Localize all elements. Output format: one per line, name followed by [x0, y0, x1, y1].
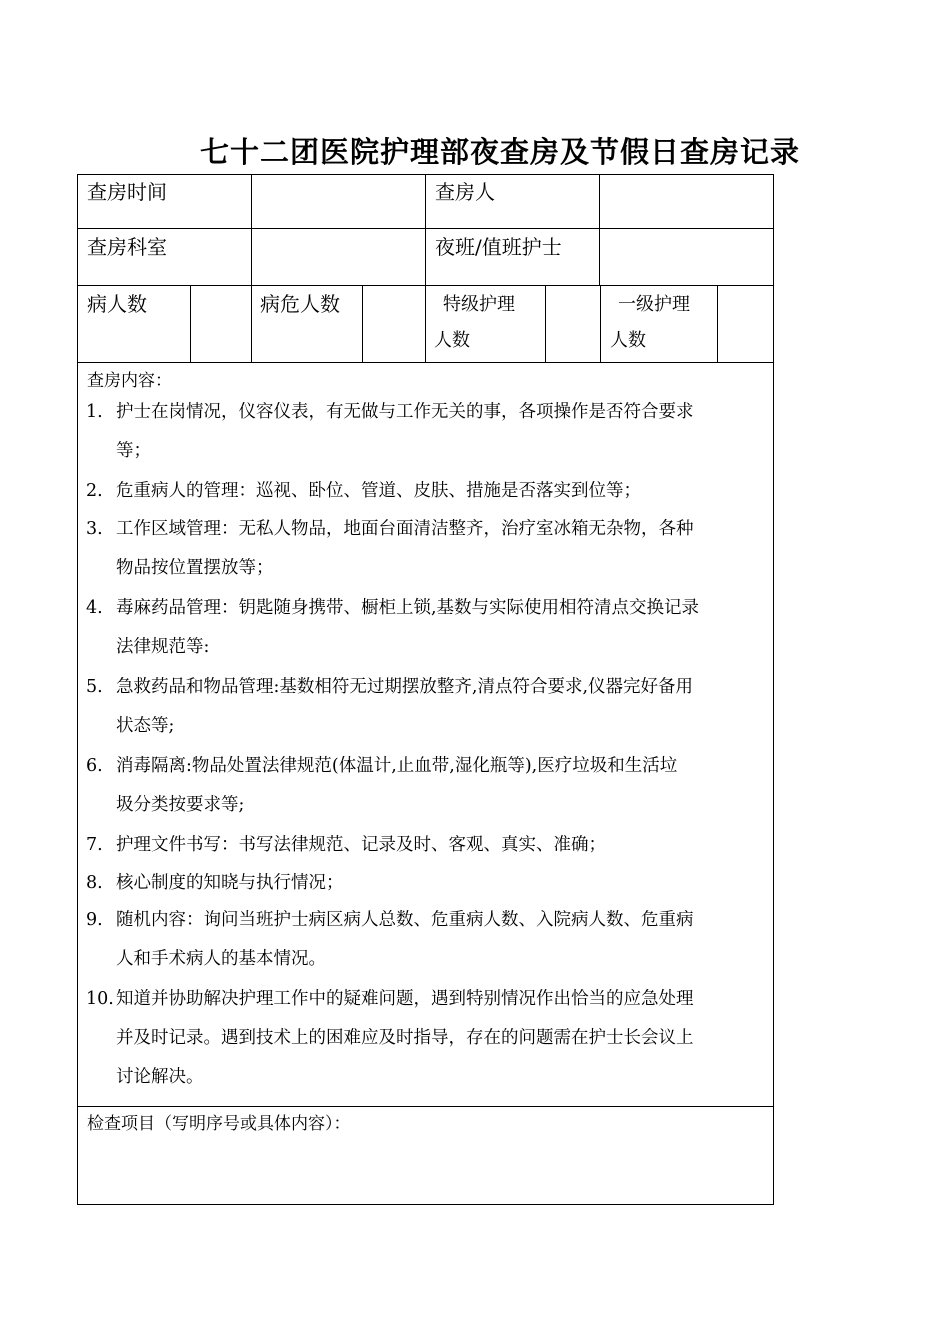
check-items-field[interactable]	[80, 1138, 770, 1200]
item-line: 状态等;	[116, 716, 175, 736]
item-line: 工作区域管理：无私人物品，地面台面清洁整齐，治疗室冰箱无杂物，各种	[116, 519, 694, 539]
content-item-8	[86, 864, 770, 903]
item-line: 护士在岗情况，仪容仪表，有无做与工作无关的事，各项操作是否符合要求	[116, 402, 694, 422]
item-line: 护理文件书写：书写法律规范、记录及时、客观、真实、准确；	[116, 835, 606, 855]
label-critical-count: 病危人数	[260, 292, 340, 316]
label-inspector: 查房人	[435, 180, 495, 204]
col-divider	[362, 285, 363, 362]
content-item-9	[86, 901, 770, 979]
col-divider	[425, 174, 426, 362]
label-special-care-line2: 人数	[434, 330, 470, 351]
row-divider	[77, 362, 774, 363]
check-items-label: 检查项目（写明序号或具体内容）：	[87, 1114, 351, 1134]
item-line: 核心制度的知晓与执行情况；	[116, 873, 344, 893]
item-number: 5.	[86, 677, 103, 697]
item-line: 知道并协助解决护理工作中的疑难问题，遇到特别情况作出恰当的应急处理	[116, 989, 694, 1009]
item-number: 9.	[86, 910, 103, 930]
content-item-2	[86, 472, 770, 511]
col-divider	[599, 174, 600, 285]
content-item-4	[86, 589, 770, 667]
item-number: 10.	[86, 989, 114, 1009]
row-divider	[77, 1106, 774, 1107]
item-line: 急救药品和物品管理:基数相符无过期摆放整齐,清点符合要求,仪器完好备用	[116, 677, 694, 697]
item-number: 4.	[86, 598, 103, 618]
item-line: 毒麻药品管理：钥匙随身携带、橱柜上锁,基数与实际使用相符清点交换记录	[116, 598, 700, 618]
item-line: 讨论解决。	[116, 1067, 204, 1087]
item-line: 圾分类按要求等;	[116, 795, 245, 815]
col-divider	[545, 285, 546, 362]
content-item-5	[86, 668, 770, 746]
item-line: 法律规范等:	[116, 637, 210, 657]
item-number: 1.	[86, 402, 103, 422]
col-divider	[600, 285, 601, 362]
content-item-1	[86, 393, 770, 471]
item-number: 3.	[86, 519, 103, 539]
content-item-3	[86, 510, 770, 588]
item-line: 物品按位置摆放等；	[116, 558, 274, 578]
item-number: 2.	[86, 481, 103, 501]
item-number: 8.	[86, 873, 103, 893]
item-line: 危重病人的管理：巡视、卧位、管道、皮肤、措施是否落实到位等；	[116, 481, 641, 501]
label-first-level-care-line1: 一级护理	[618, 294, 690, 315]
content-item-6	[86, 747, 770, 825]
content-item-10	[86, 980, 770, 1097]
item-line: 消毒隔离:物品处置法律规范(体温计,止血带,湿化瓶等),医疗垃圾和生活垃	[116, 756, 678, 776]
label-night-nurse: 夜班/值班护士	[435, 235, 562, 259]
item-line: 等；	[116, 441, 151, 461]
content-item-7	[86, 826, 770, 865]
label-department: 查房科室	[87, 235, 167, 259]
col-divider	[190, 285, 191, 362]
label-first-level-care-line2: 人数	[610, 330, 646, 351]
item-number: 6.	[86, 756, 103, 776]
item-line: 人和手术病人的基本情况。	[116, 949, 326, 969]
content-heading: 查房内容：	[87, 371, 172, 391]
item-line: 并及时记录。遇到技术上的困难应及时指导，存在的问题需在护士长会议上	[116, 1028, 694, 1048]
item-line: 随机内容：询问当班护士病区病人总数、危重病人数、入院病人数、危重病	[116, 910, 694, 930]
page-title: 七十二团医院护理部夜查房及节假日查房记录	[199, 135, 800, 169]
item-number: 7.	[86, 835, 103, 855]
col-divider	[717, 285, 718, 362]
label-special-care-line1: 特级护理	[443, 294, 515, 315]
col-divider	[251, 174, 252, 362]
label-patient-count: 病人数	[87, 292, 147, 316]
label-inspection-time: 查房时间	[87, 180, 167, 204]
